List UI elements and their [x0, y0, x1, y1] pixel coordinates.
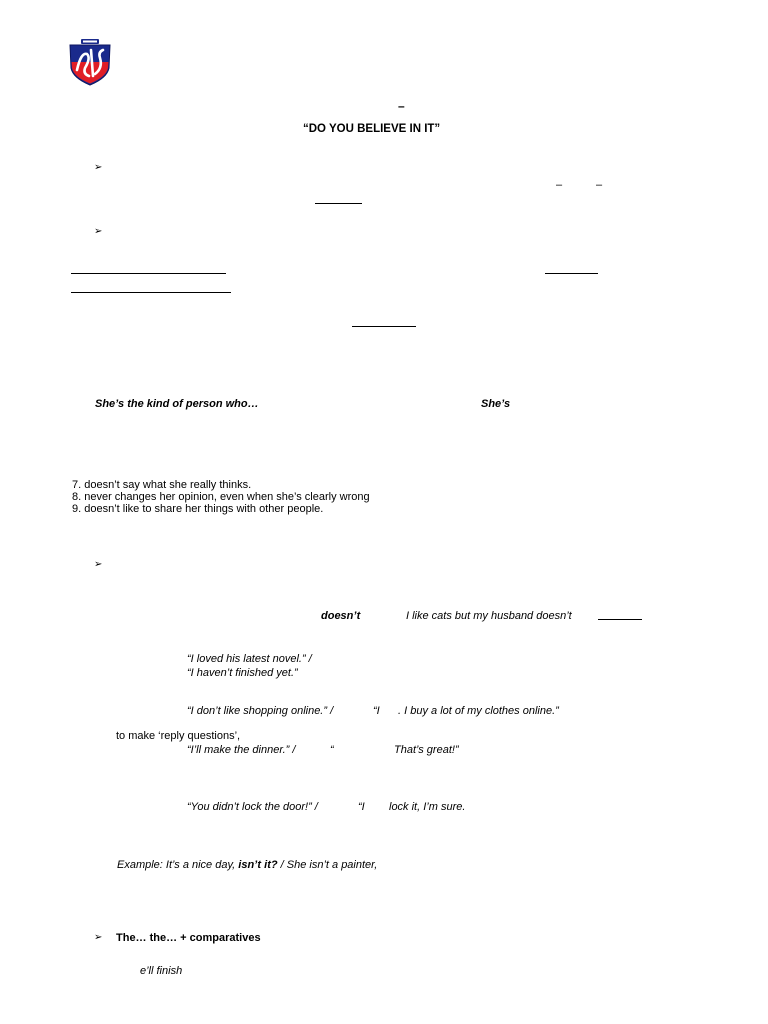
dinner-answer: That’s great!” [394, 744, 459, 756]
bullet-marker: ➢ [94, 932, 103, 943]
shopping-question: “I don’t like shopping online.” / [187, 705, 334, 717]
door-answer: lock it, I’m sure. [389, 801, 466, 813]
section1-dash-b: – [596, 179, 603, 191]
shopping-i: “I [373, 705, 380, 717]
title-dash: – [398, 99, 405, 113]
comparatives-heading: The… the… + comparatives [116, 932, 261, 944]
page-title: “DO YOU BELIEVE IN IT” [303, 123, 441, 135]
list-item: 9. doesn’t like to share her things with other people. [72, 503, 324, 515]
bullet-marker: ➢ [94, 162, 103, 173]
tag-example-tag: isn’t it? [238, 859, 278, 871]
personality-lead: She’s the kind of person who… [95, 398, 259, 410]
personality-lead-right: She’s [481, 398, 511, 410]
tag-example-post: / She isn’t a painter, [280, 859, 378, 871]
dinner-question: “I’ll make the dinner.” / [187, 744, 296, 756]
blank-line [352, 326, 416, 327]
novel-answer: “I haven’t finished yet.” [187, 667, 298, 679]
reply-questions-intro: to make ‘reply questions’, [116, 730, 241, 742]
novel-question: “I loved his latest novel.” / [187, 653, 312, 665]
section1-dash-a: – [556, 179, 563, 191]
list-item: 7. doesn’t say what she really thinks. [72, 479, 252, 491]
door-i: “I [358, 801, 365, 813]
aux-doesnt: doesn’t [321, 610, 361, 622]
tag-example [117, 860, 377, 871]
door-question: “You didn’t lock the door!” / [187, 801, 318, 813]
blank-line [71, 273, 226, 274]
list-item: 8. never changes her opinion, even when she’s clearly wrong [72, 491, 370, 503]
cats-example: I like cats but my husband doesn’t [406, 610, 572, 622]
tag-example-pre: Example: It’s a nice day, [117, 859, 236, 871]
comparatives-fragment: e’ll finish [140, 965, 183, 977]
blank-line [315, 203, 362, 204]
shopping-answer: . I buy a lot of my clothes online.” [398, 705, 559, 717]
school-crest-logo [67, 38, 113, 86]
blank-line [598, 619, 642, 620]
bullet-marker: ➢ [94, 226, 103, 237]
blank-line [71, 292, 231, 293]
bullet-marker: ➢ [94, 559, 103, 570]
dinner-quote: “ [330, 744, 334, 756]
blank-line [545, 273, 598, 274]
